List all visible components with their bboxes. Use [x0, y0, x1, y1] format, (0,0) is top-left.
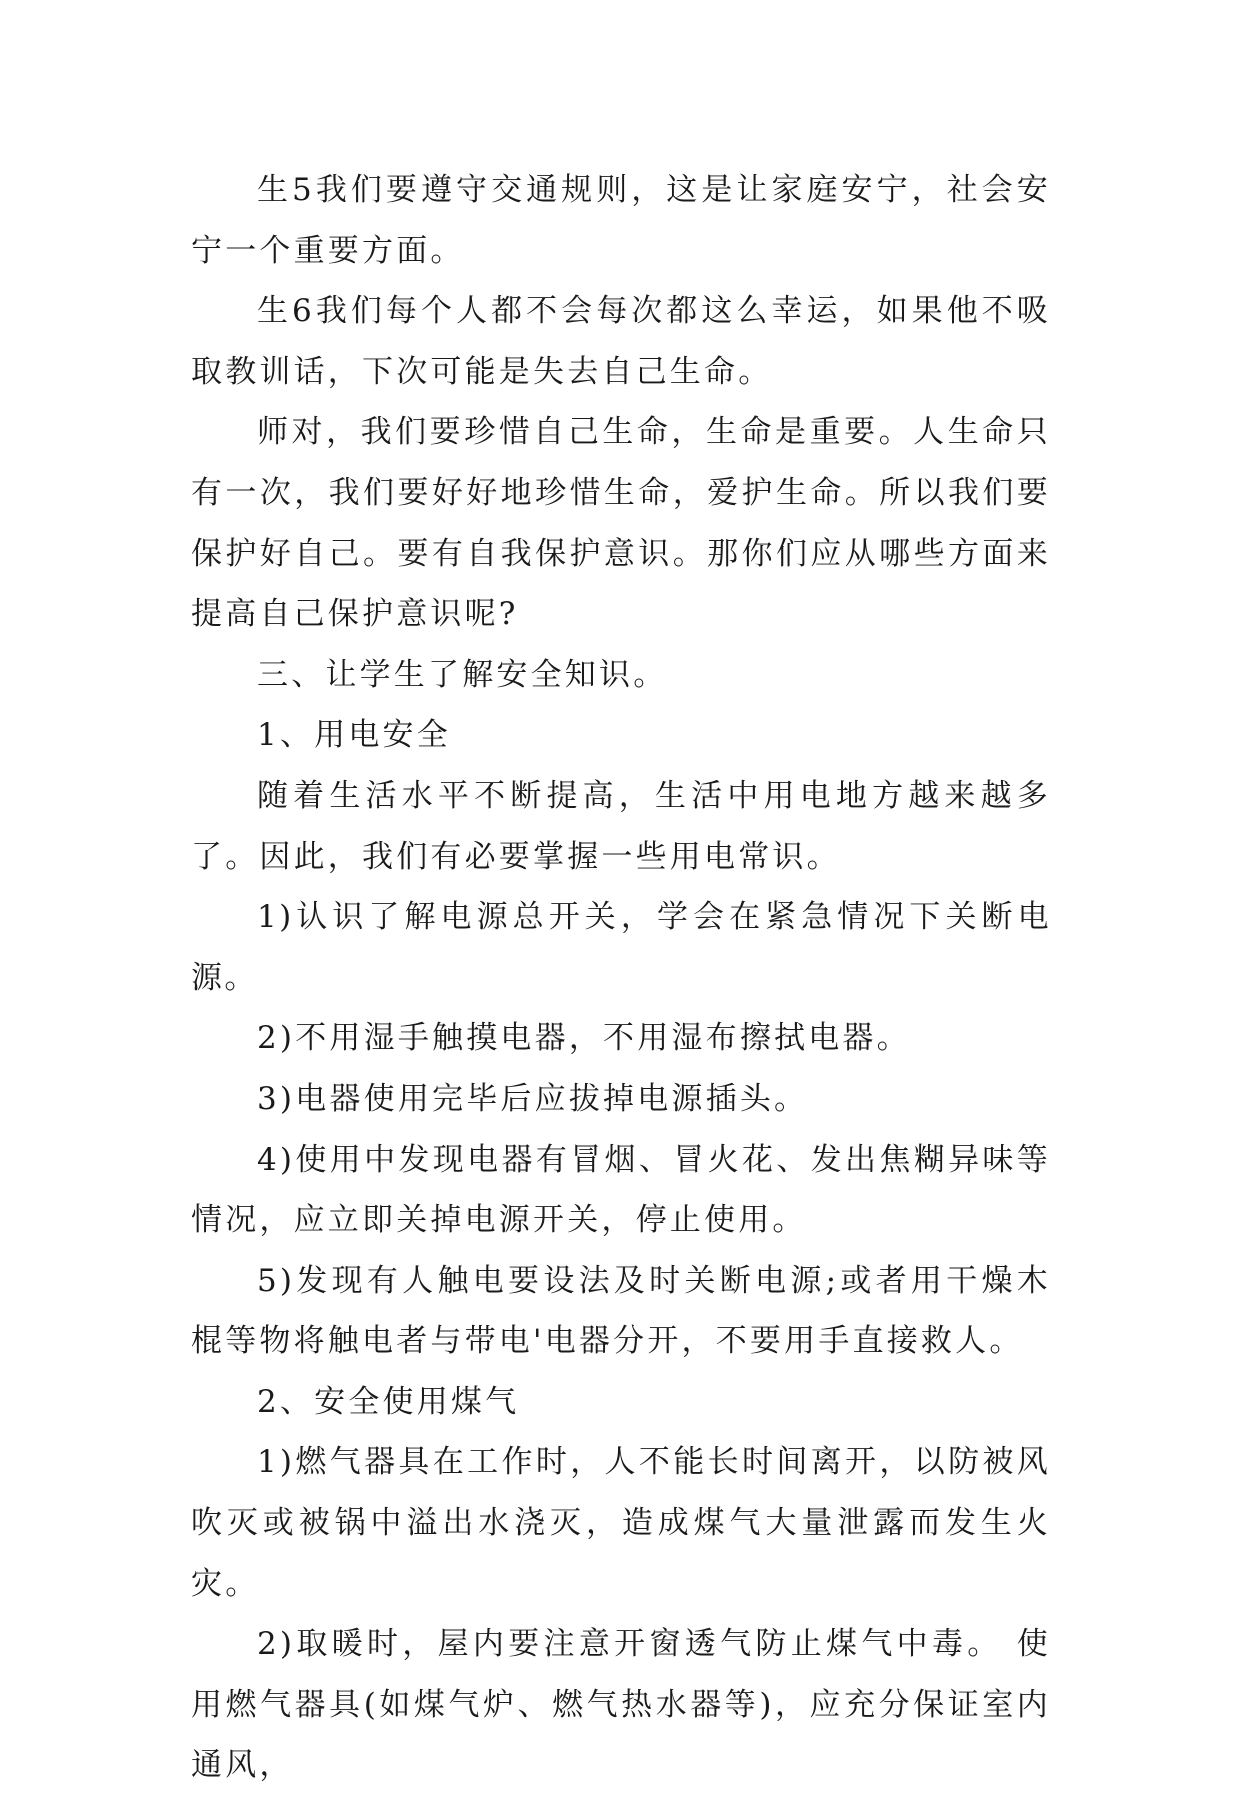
paragraph-2: 生6我们每个人都不会每次都这么幸运，如果他不吸取教训话，下次可能是失去自己生命。 [191, 293, 1051, 390]
paragraph-1: 生5我们要遵守交通规则，这是让家庭安宁，社会安宁一个重要方面。 [191, 172, 1051, 269]
section-heading-safety-knowledge: 三、让学生了解安全知识。 [257, 656, 668, 693]
list-item-electricity-1: 1)认识了解电源总开关，学会在紧急情况下关断电源。 [191, 899, 1051, 996]
subheading-gas-safety: 2、安全使用煤气 [257, 1383, 520, 1420]
list-item-electricity-5: 5)发现有人触电要设法及时关断电源;或者用干燥木棍等物将触电者与带电'电器分开，不要用手直接救人。 [191, 1262, 1051, 1360]
list-item-electricity-3: 3)电器使用完毕后应拔掉电源插头。 [257, 1080, 809, 1117]
list-item-gas-1: 1)燃气器具在工作时，人不能长时间离开，以防被风吹灭或被锅中溢出水浇灭，造成煤气大量泄露而发生火灾。 [191, 1444, 1051, 1602]
paragraph-electricity-intro: 随着生活水平不断提高，生活中用电地方越来越多了。因此，我们有必要掌握一些用电常识。 [191, 777, 1051, 875]
list-item-electricity-4: 4)使用中发现电器有冒烟、冒火花、发出焦糊异味等情况，应立即关掉电源开关，停止使用。 [191, 1141, 1051, 1239]
subheading-electricity-safety: 1、用电安全 [257, 717, 451, 754]
document-body [191, 160, 1051, 1796]
list-item-gas-2: 2)取暖时，屋内要注意开窗透气防止煤气中毒。 使用燃气器具(如煤气炉、燃气热水器等)，应充分保证室内通风， [191, 1626, 1051, 1784]
paragraph-3: 师对，我们要珍惜自己生命，生命是重要。人生命只有一次，我们要好好地珍惜生命，爱护生命。所以我们要保护好自己。要有自我保护意识。那你们应从哪些方面来提高自己保护意识呢? [191, 414, 1051, 633]
list-item-electricity-2: 2)不用湿手触摸电器，不用湿布擦拭电器。 [257, 1020, 911, 1057]
